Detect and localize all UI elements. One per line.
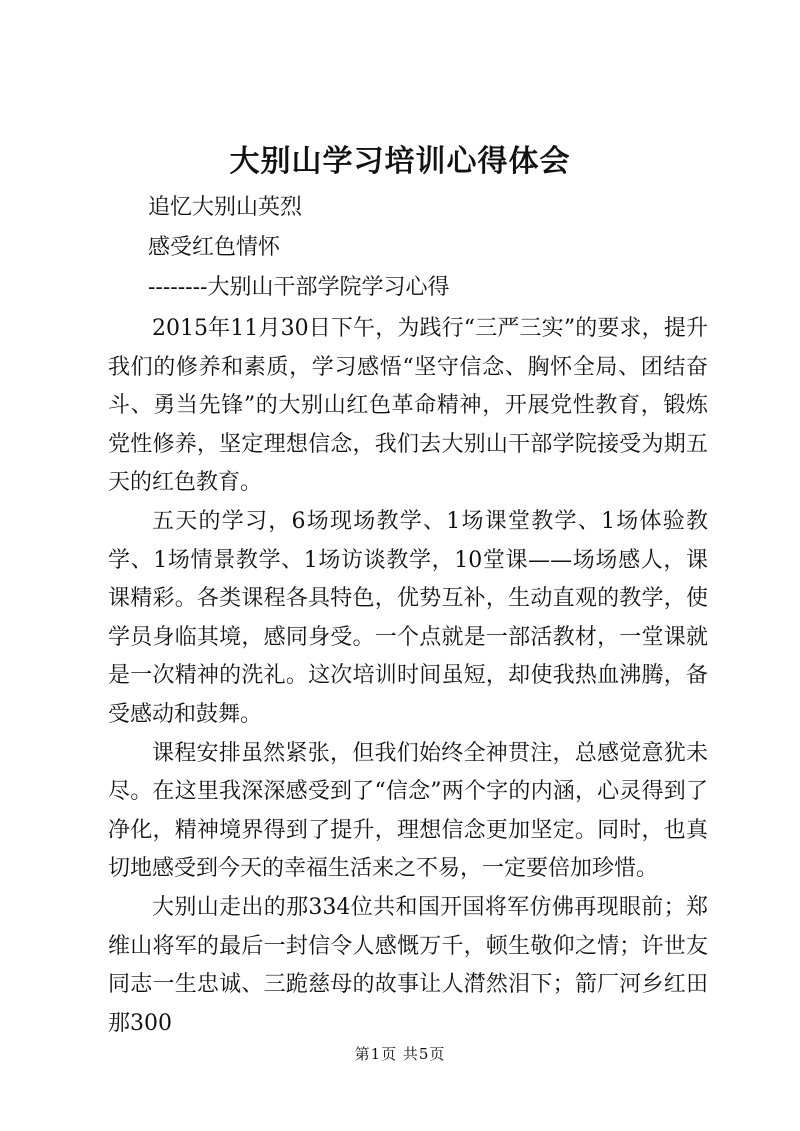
document-body	[108, 310, 708, 1043]
subtitle-line-1: 追忆大别山英烈	[148, 195, 303, 220]
paragraph-3: 课程安排虽然紧张，但我们始终全神贯注，总感觉意犹未尽。在这里我深深感受到了“信念”两个字的内涵，心灵得到了净化，精神境界得到了提升，理想信念更加坚定。同时，也真切地感受到今天的幸福生活来之不易，一定要倍加珍惜。	[108, 740, 708, 882]
page-number-footer: 第1页 共5页	[354, 1045, 446, 1063]
paragraph-1: 2015年11月30日下午，为践行“三严三实”的要求，提升我们的修养和素质，学习感悟“坚守信念、胸怀全局、团结奋斗、勇当先锋”的大别山红色革命精神，开展党性教育，锻炼党性修养，坚定理想信念，我们去大别山干部学院接受为期五天的红色教育。	[108, 316, 708, 496]
subtitle-line-2: 感受红色情怀	[148, 235, 281, 260]
paragraph-4: 大别山走出的那334位共和国开国将军仿佛再现眼前；郑维山将军的最后一封信令人感慨万千，顿生敬仰之情；许世友同志一生忠诚、三跪慈母的故事让人潸然泪下；箭厂河乡红田那300	[108, 894, 708, 1036]
document-title: 大别山学习培训心得体会	[229, 144, 571, 179]
subtitle-line-3: --------大别山干部学院学习心得	[148, 275, 450, 300]
paragraph-2: 五天的学习，6场现场教学、1场课堂教学、1场体验教学、1场情景教学、1场访谈教学，10堂课——场场感人，课课精彩。各类课程各具特色，优势互补，生动直观的教学，使学员身临其境，感同身受。一个点就是一部活教材，一堂课就是一次精神的洗礼。这次培训时间虽短，却使我热血沸腾，备受感动和鼓舞。	[108, 508, 708, 727]
